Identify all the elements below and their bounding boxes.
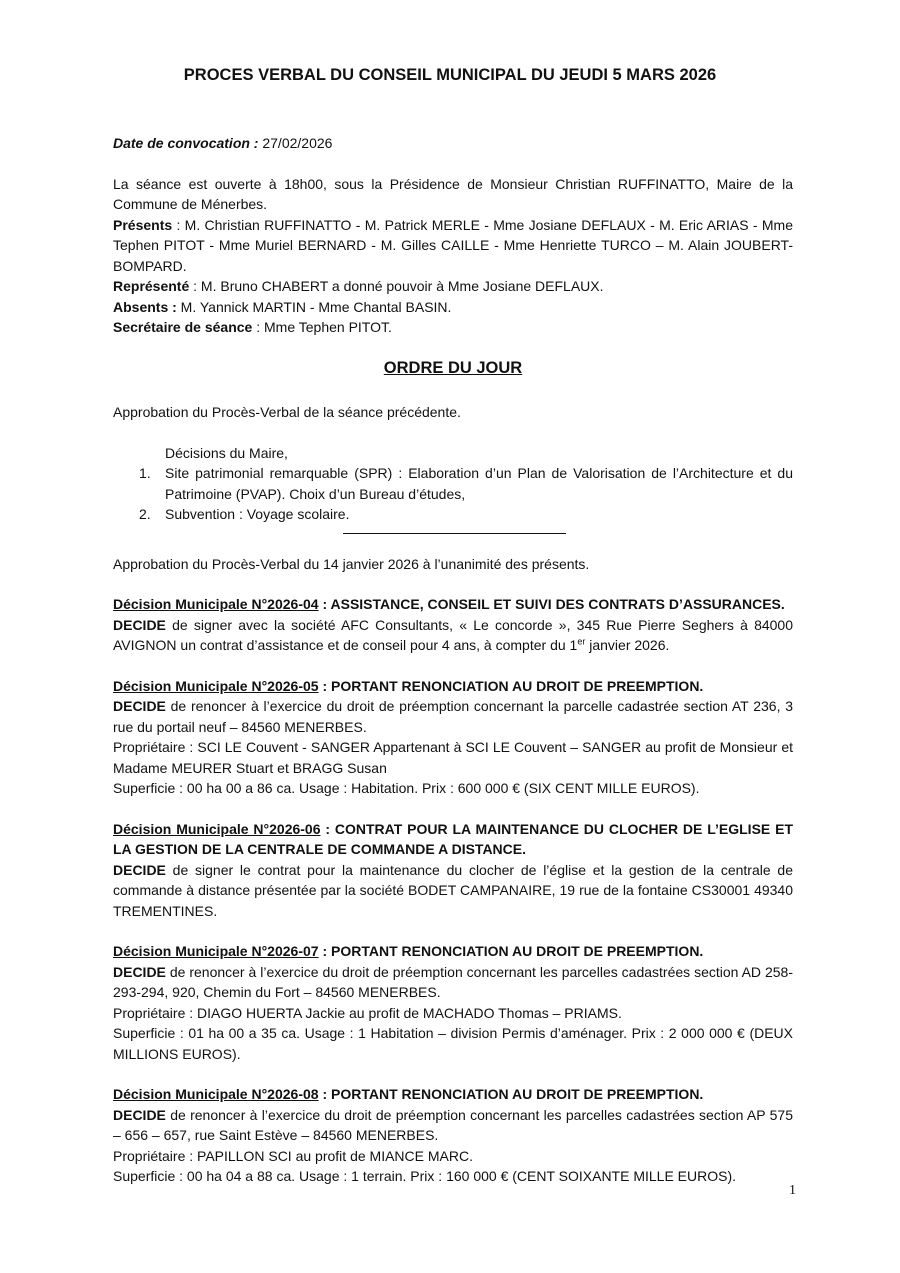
decision-block — [113, 819, 793, 922]
decision-heading — [113, 676, 793, 697]
convocation-date: 27/02/2026 — [258, 135, 333, 151]
decision-owner: Propriétaire : SCI LE Couvent - SANGER Appartenant à SCI LE Couvent – SANGER au profit de Monsieur et Madame MEURER Stuart et BRAGG Susan — [113, 739, 793, 776]
decision-block — [113, 594, 793, 656]
decision-text-part: de renoncer à l’exercice du droit de préemption concernant la parcelle cadastrée section AT 236, 3 rue du portail neuf – 84560 MENERBES. — [113, 698, 793, 735]
represente-text: : M. Bruno CHABERT a donné pouvoir à Mme Josiane DEFLAUX. — [189, 278, 604, 294]
agenda-item-number: 1. — [139, 465, 151, 481]
absents-list: M. Yannick MARTIN - Mme Chantal BASIN. — [176, 298, 452, 315]
decision-text-part: de signer le contrat pour la maintenance du clocher de l’église et la gestion de la centrale de commande à distance présentée par la société BODET CAMPANAIRE, 19 rue de la fontaine CS30001 49340 TREMENTINES. — [113, 861, 793, 919]
decision-text — [113, 615, 793, 656]
decision-heading — [113, 1084, 793, 1105]
decision-text-part: de signer avec la société AFC Consultants, « Le concorde », 345 Rue Pierre Seghers à 84000 AVIGNON un contrat d’assistance et de conseil pour 4 ans, à compter du 1 — [113, 616, 793, 653]
ordinal-suffix: er — [577, 636, 586, 647]
decision-text-part: janvier 2026. — [585, 637, 670, 653]
decision-heading — [113, 594, 793, 615]
decision-subject: : PORTANT RENONCIATION AU DROIT DE PREEMPTION. — [318, 943, 704, 959]
represente-line — [113, 276, 793, 297]
decision-block — [113, 1084, 793, 1187]
decision-text-part: de renoncer à l’exercice du droit de préemption concernant les parcelles cadastrées section AP 575 – 656 – 657, rue Saint Estève – 84560 MENERBES. — [113, 1106, 793, 1143]
decision-subject: : PORTANT RENONCIATION AU DROIT DE PREEMPTION. — [318, 1086, 704, 1102]
agenda-decisions-label: Décisions du Maire, — [165, 444, 288, 461]
decide-label: DECIDE — [113, 1106, 166, 1123]
decision-text — [113, 1105, 793, 1146]
decision-number: Décision Municipale N°2026-08 — [113, 1086, 319, 1102]
decide-label: DECIDE — [113, 698, 166, 714]
agenda-item — [113, 463, 793, 504]
decision-text-part: de renoncer à l’exercice du droit de préemption concernant les parcelles cadastrées section AD 258-293-294, 920, Chemin du Fort – 84560 MENERBES. — [113, 963, 793, 1000]
decision-text — [113, 696, 793, 737]
agenda-item-number: 2. — [139, 506, 151, 522]
page-number: 1 — [789, 1183, 796, 1198]
document-body — [113, 133, 793, 1187]
absents-label: Absents : — [113, 298, 177, 315]
decision-subject: : PORTANT RENONCIATION AU DROIT DE PREEMPTION. — [318, 677, 704, 694]
decide-label: DECIDE — [113, 616, 166, 633]
decision-heading — [113, 819, 793, 860]
decision-text — [113, 860, 793, 922]
decision-subject: : CONTRAT POUR LA MAINTENANCE DU CLOCHER DE L’EGLISE ET LA GESTION DE LA CENTRALE DE COMMANDE A DISTANCE. — [113, 820, 793, 857]
secretaire-line — [113, 317, 793, 338]
secretaire-name: : Mme Tephen PITOT. — [252, 319, 392, 335]
decision-surface: Superficie : 00 ha 04 a 88 ca. Usage : 1 terrain. Prix : 160 000 € (CENT SOIXANTE MILLE EUROS). — [113, 1168, 737, 1184]
agenda-item — [113, 504, 793, 525]
decision-block — [113, 941, 793, 1064]
approval-result: Approbation du Procès-Verbal du 14 janvier 2026 à l’unanimité des présents. — [113, 555, 590, 572]
presents-label: Présents — [113, 216, 173, 233]
decision-heading — [113, 941, 793, 962]
agenda-approval: Approbation du Procès-Verbal de la séance précédente. — [113, 404, 461, 420]
decide-label: DECIDE — [113, 861, 166, 878]
presents-list: : M. Christian RUFFINATTO - M. Patrick MERLE - Mme Josiane DEFLAUX - M. Eric ARIAS - Mme Tephen PITOT - Mme Muriel BERNARD - M. Gilles CAILLE - Mme Henriette TURCO – M. Alain JOUBERT-BOMPARD. — [113, 216, 793, 274]
decision-surface: Superficie : 00 ha 00 a 86 ca. Usage : Habitation. Prix : 600 000 € (SIX CENT MILLE EUROS). — [113, 780, 700, 796]
decision-number: Décision Municipale N°2026-05 — [113, 677, 319, 694]
agenda-item-text: Subvention : Voyage scolaire. — [165, 506, 350, 522]
decision-number: Décision Municipale N°2026-06 — [113, 820, 321, 837]
decision-block — [113, 676, 793, 799]
decision-number: Décision Municipale N°2026-04 — [113, 596, 319, 612]
represente-label: Représenté — [113, 278, 190, 294]
secretaire-label: Secrétaire de séance — [113, 319, 253, 335]
convocation-line — [113, 133, 793, 154]
decision-number: Décision Municipale N°2026-07 — [113, 943, 319, 959]
convocation-label: Date de convocation : — [113, 135, 259, 151]
decision-text — [113, 962, 793, 1003]
decision-owner: Propriétaire : DIAGO HUERTA Jackie au profit de MACHADO Thomas – PRIAMS. — [113, 1004, 622, 1021]
opening-paragraph: La séance est ouverte à 18h00, sous la Présidence de Monsieur Christian RUFFINATTO, Maire de la Commune de Ménerbes. — [113, 175, 793, 212]
decision-owner: Propriétaire : PAPILLON SCI au profit de MIANCE MARC. — [113, 1147, 473, 1164]
agenda-title: ORDRE DU JOUR — [383, 358, 523, 377]
decision-subject: : ASSISTANCE, CONSEIL ET SUIVI DES CONTRATS D’ASSURANCES. — [318, 596, 785, 612]
agenda-item-text: Site patrimonial remarquable (SPR) : Elaboration d’un Plan de Valorisation de l’Architecture et du Patrimoine (PVAP). Choix d’un Bureau d’études, — [165, 465, 793, 502]
decision-surface: Superficie : 01 ha 00 a 35 ca. Usage : 1 Habitation – division Permis d’aménager. Prix : 2 000 000 € (DEUX MILLIONS EUROS). — [113, 1025, 793, 1062]
decide-label: DECIDE — [113, 963, 166, 980]
document-title: PROCES VERBAL DU CONSEIL MUNICIPAL DU JEUDI 5 MARS 2026 — [183, 66, 717, 84]
presents-line — [113, 215, 793, 277]
absents-line — [113, 297, 793, 318]
